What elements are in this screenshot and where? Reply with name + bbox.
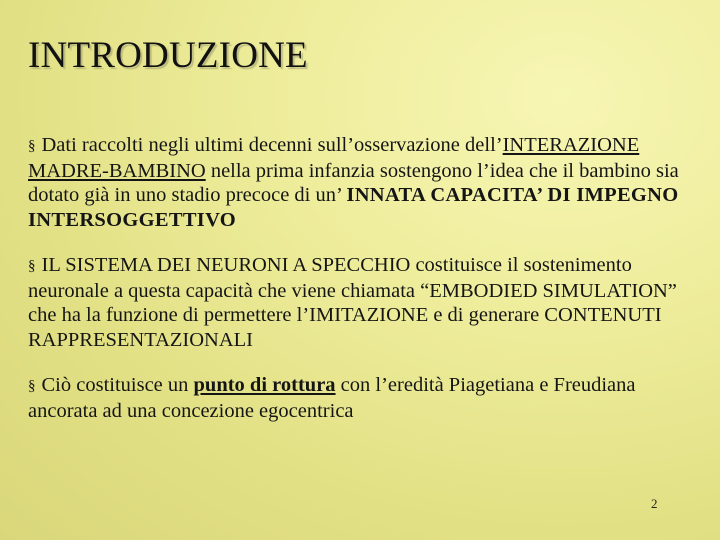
paragraph-1-bold: INNATA CAPACITA’ DI IMPEGNO INTERSOGGETTIVO: [28, 184, 679, 231]
bullet-marker: §: [28, 378, 36, 394]
paragraph-interaction: [28, 133, 704, 232]
bullet-marker: §: [28, 258, 36, 274]
paragraph-1-underlined: INTERAZIONE MADRE-BAMBINO: [28, 134, 640, 182]
paragraph-2-text: IL SISTEMA DEI NEURONI A SPECCHIO costituisce il sostenimento neuronale a questa capacità che viene chiamata “EMBODIED SIMULATION” che ha la funzione di permettere l’IMITAZIONE e di generare CONTENUTI RAPPRESENTAZIONALI: [28, 254, 677, 351]
page-number: 2: [651, 496, 658, 511]
bullet-marker: §: [28, 138, 36, 154]
paragraph-1-middle: nella prima infanzia sostengono l’idea che il bambino sia dotato già in uno stadio precoce di un’: [28, 159, 679, 206]
slide-title: INTRODUZIONE: [28, 35, 308, 76]
paragraph-3-outro: con l’eredità Piagetiana e Freudiana ancorata ad una concezione egocentrica: [28, 374, 636, 422]
slide-body: [28, 133, 704, 423]
paragraph-3-intro: Ciò costituisce un: [41, 374, 194, 396]
paragraph-1-intro: Dati raccolti negli ultimi decenni sull’osservazione dell’: [41, 134, 503, 156]
paragraph-3-bold-underlined: punto di rottura: [193, 374, 336, 396]
paragraph-mirror-neurons: [28, 253, 704, 352]
paragraph-rupture: [28, 373, 704, 423]
